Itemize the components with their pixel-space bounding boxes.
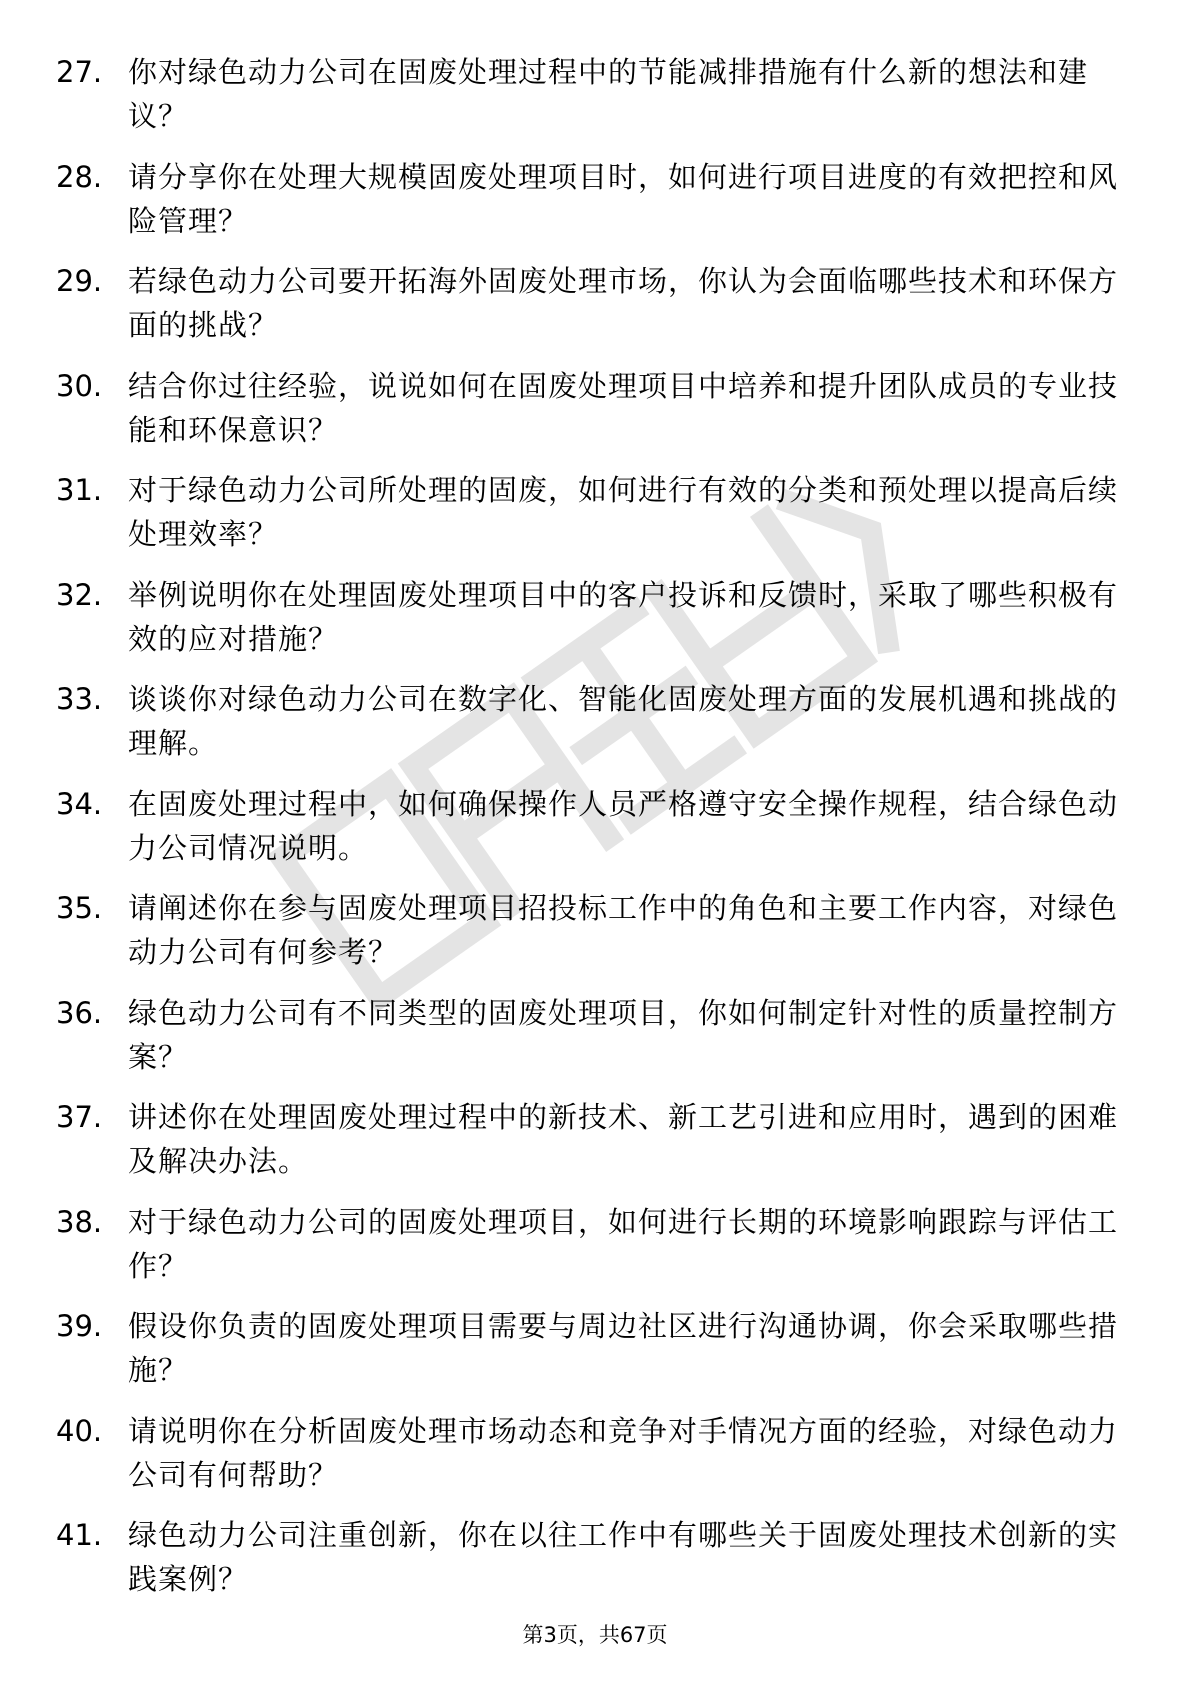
question-number: 37.: [56, 1100, 103, 1134]
question-item: [0, 155, 1190, 260]
question-number: 35.: [56, 891, 103, 925]
question-text: 请分享你在处理大规模固废处理项目时，如何进行项目进度的有效把控和风险管理？: [128, 159, 1119, 238]
question-text: 举例说明你在处理固废处理项目中的客户投诉和反馈时，采取了哪些积极有效的应对措施？: [128, 577, 1119, 656]
question-number: 33.: [56, 682, 103, 716]
question-item: [0, 1513, 1190, 1618]
question-item: [0, 1409, 1190, 1514]
question-text: 绿色动力公司有不同类型的固废处理项目，你如何制定针对性的质量控制方案？: [128, 995, 1119, 1074]
question-text: 结合你过往经验，说说如何在固废处理项目中培养和提升团队成员的专业技能和环保意识？: [128, 368, 1119, 447]
question-text: 绿色动力公司注重创新，你在以往工作中有哪些关于固废处理技术创新的实践案例？: [128, 1518, 1119, 1596]
question-item: [0, 573, 1190, 678]
question-number: 38.: [56, 1204, 103, 1239]
question-number: 36.: [56, 995, 103, 1030]
page-footer: 第3页，共67页: [522, 1623, 668, 1647]
question-number: 28.: [56, 159, 103, 194]
question-number: 31.: [56, 473, 103, 507]
question-number: 41.: [56, 1518, 103, 1552]
question-text: 若绿色动力公司要开拓海外固废处理市场，你认为会面临哪些技术和环保方面的挑战？: [128, 264, 1119, 342]
question-text: 请说明你在分析固废处理市场动态和竞争对手情况方面的经验，对绿色动力公司有何帮助？: [128, 1413, 1119, 1492]
question-text: 谈谈你对绿色动力公司在数字化、智能化固废处理方面的发展机遇和挑战的理解。: [128, 682, 1119, 760]
question-item: [0, 468, 1190, 573]
question-text: 在固废处理过程中，如何确保操作人员严格遵守安全操作规程，结合绿色动力公司情况说明。: [128, 786, 1119, 865]
question-item: [0, 259, 1190, 364]
question-number: 29.: [56, 264, 103, 298]
question-text: 假设你负责的固废处理项目需要与周边社区进行沟通协调，你会采取哪些措施？: [128, 1309, 1119, 1387]
question-number: 32.: [56, 577, 103, 612]
question-item: [0, 886, 1190, 991]
question-text: 对于绿色动力公司所处理的固废，如何进行有效的分类和预处理以提高后续处理效率？: [128, 473, 1119, 551]
question-number: 40.: [56, 1413, 103, 1448]
question-item: [0, 1200, 1190, 1305]
question-text: 请阐述你在参与固废处理项目招投标工作中的角色和主要工作内容，对绿色动力公司有何参考？: [128, 891, 1119, 969]
question-number: 30.: [56, 368, 103, 403]
question-text: 讲述你在处理固废处理过程中的新技术、新工艺引进和应用时，遇到的困难及解决办法。: [128, 1100, 1119, 1178]
question-item: [0, 1095, 1190, 1200]
question-item: [0, 50, 1190, 155]
question-text: 对于绿色动力公司的固废处理项目，如何进行长期的环境影响跟踪与评估工作？: [128, 1204, 1119, 1283]
question-number: 34.: [56, 786, 103, 821]
question-item: [0, 991, 1190, 1096]
question-list: [0, 50, 1190, 1618]
question-item: [0, 364, 1190, 469]
question-number: 39.: [56, 1309, 103, 1343]
question-item: [0, 677, 1190, 782]
question-item: [0, 782, 1190, 887]
question-number: 27.: [56, 55, 103, 89]
question-item: [0, 1304, 1190, 1409]
question-text: 你对绿色动力公司在固废处理过程中的节能减排措施有什么新的想法和建议？: [128, 55, 1089, 133]
